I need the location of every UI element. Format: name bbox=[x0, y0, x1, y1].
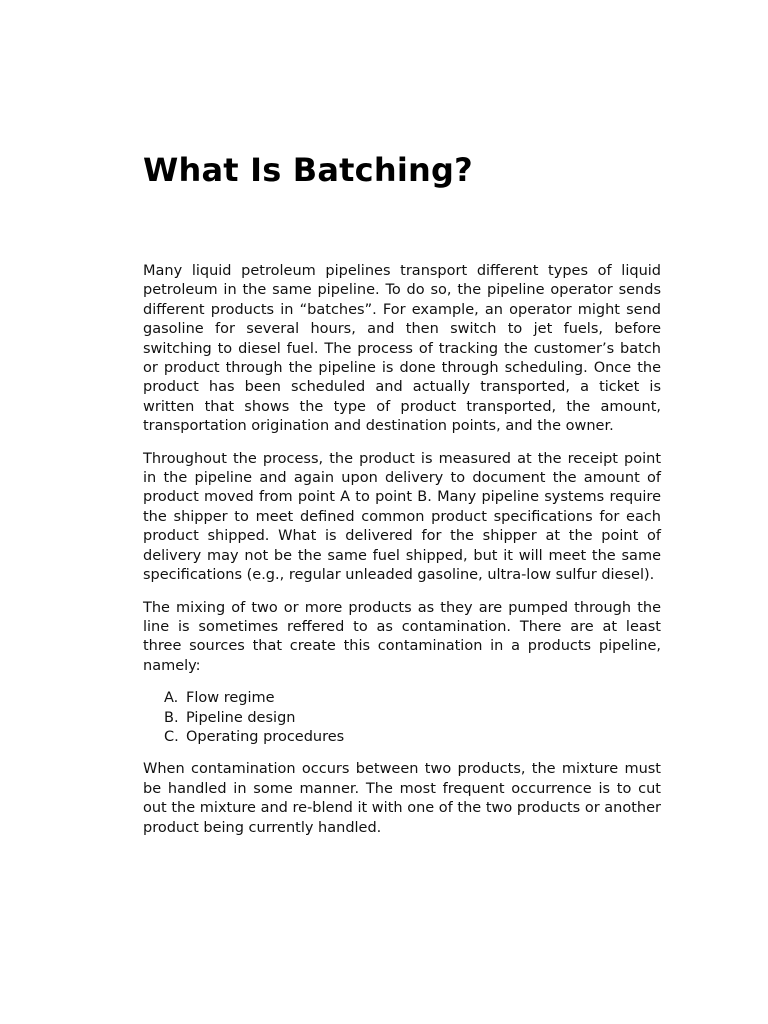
list-item-text: Operating procedures bbox=[186, 728, 345, 745]
list-item bbox=[164, 709, 661, 728]
paragraph-handling: When contamination occurs between two products, the mixture must be handled in some manner. The most frequent occurrence is to cut out the mixture and re-blend it with one of the two products or another product being currently handled. bbox=[143, 761, 661, 836]
contamination-sources-list bbox=[143, 689, 661, 747]
paragraph-contamination: The mixing of two or more products as they are pumped through the line is sometimes reffered to as contamination. There are at least three sources that create this contamination in a products pipeline, namely: bbox=[143, 599, 661, 674]
paragraph-intro: Many liquid petroleum pipelines transport different types of liquid petroleum in the same pipeline. To do so, the pipeline operator sends different products in “batches”. For example, an operator might send gasoline for several hours, and then switch to jet fuels, before switching to diesel fuel. The process of tracking the customer’s batch or product through the pipeline is done through scheduling. Once the product has been scheduled and actually transported, a ticket is written that shows the type of product transported, the amount, transportation origination and destination points, and the owner. bbox=[143, 263, 661, 435]
page-title: What Is Batching? bbox=[143, 151, 473, 189]
list-item bbox=[164, 728, 661, 747]
list-item-marker: A. bbox=[164, 690, 179, 707]
list-item-text: Pipeline design bbox=[186, 709, 296, 726]
paragraph-measurement: Throughout the process, the product is measured at the receipt point in the pipeline and again upon delivery to document the amount of product moved from point A to point B. Many pipeline systems require the shipper to meet defined common product specifications for each product shipped. What is delivered for the shipper at the point of delivery may not be the same fuel shipped, but it will meet the same specifications (e.g., regular unleaded gasoline, ultra-low sulfur diesel). bbox=[143, 450, 661, 584]
list-item bbox=[164, 689, 661, 708]
document-body bbox=[143, 262, 661, 851]
list-item-text: Flow regime bbox=[186, 690, 275, 707]
list-item-marker: B. bbox=[164, 709, 179, 726]
list-item-marker: C. bbox=[164, 728, 179, 745]
